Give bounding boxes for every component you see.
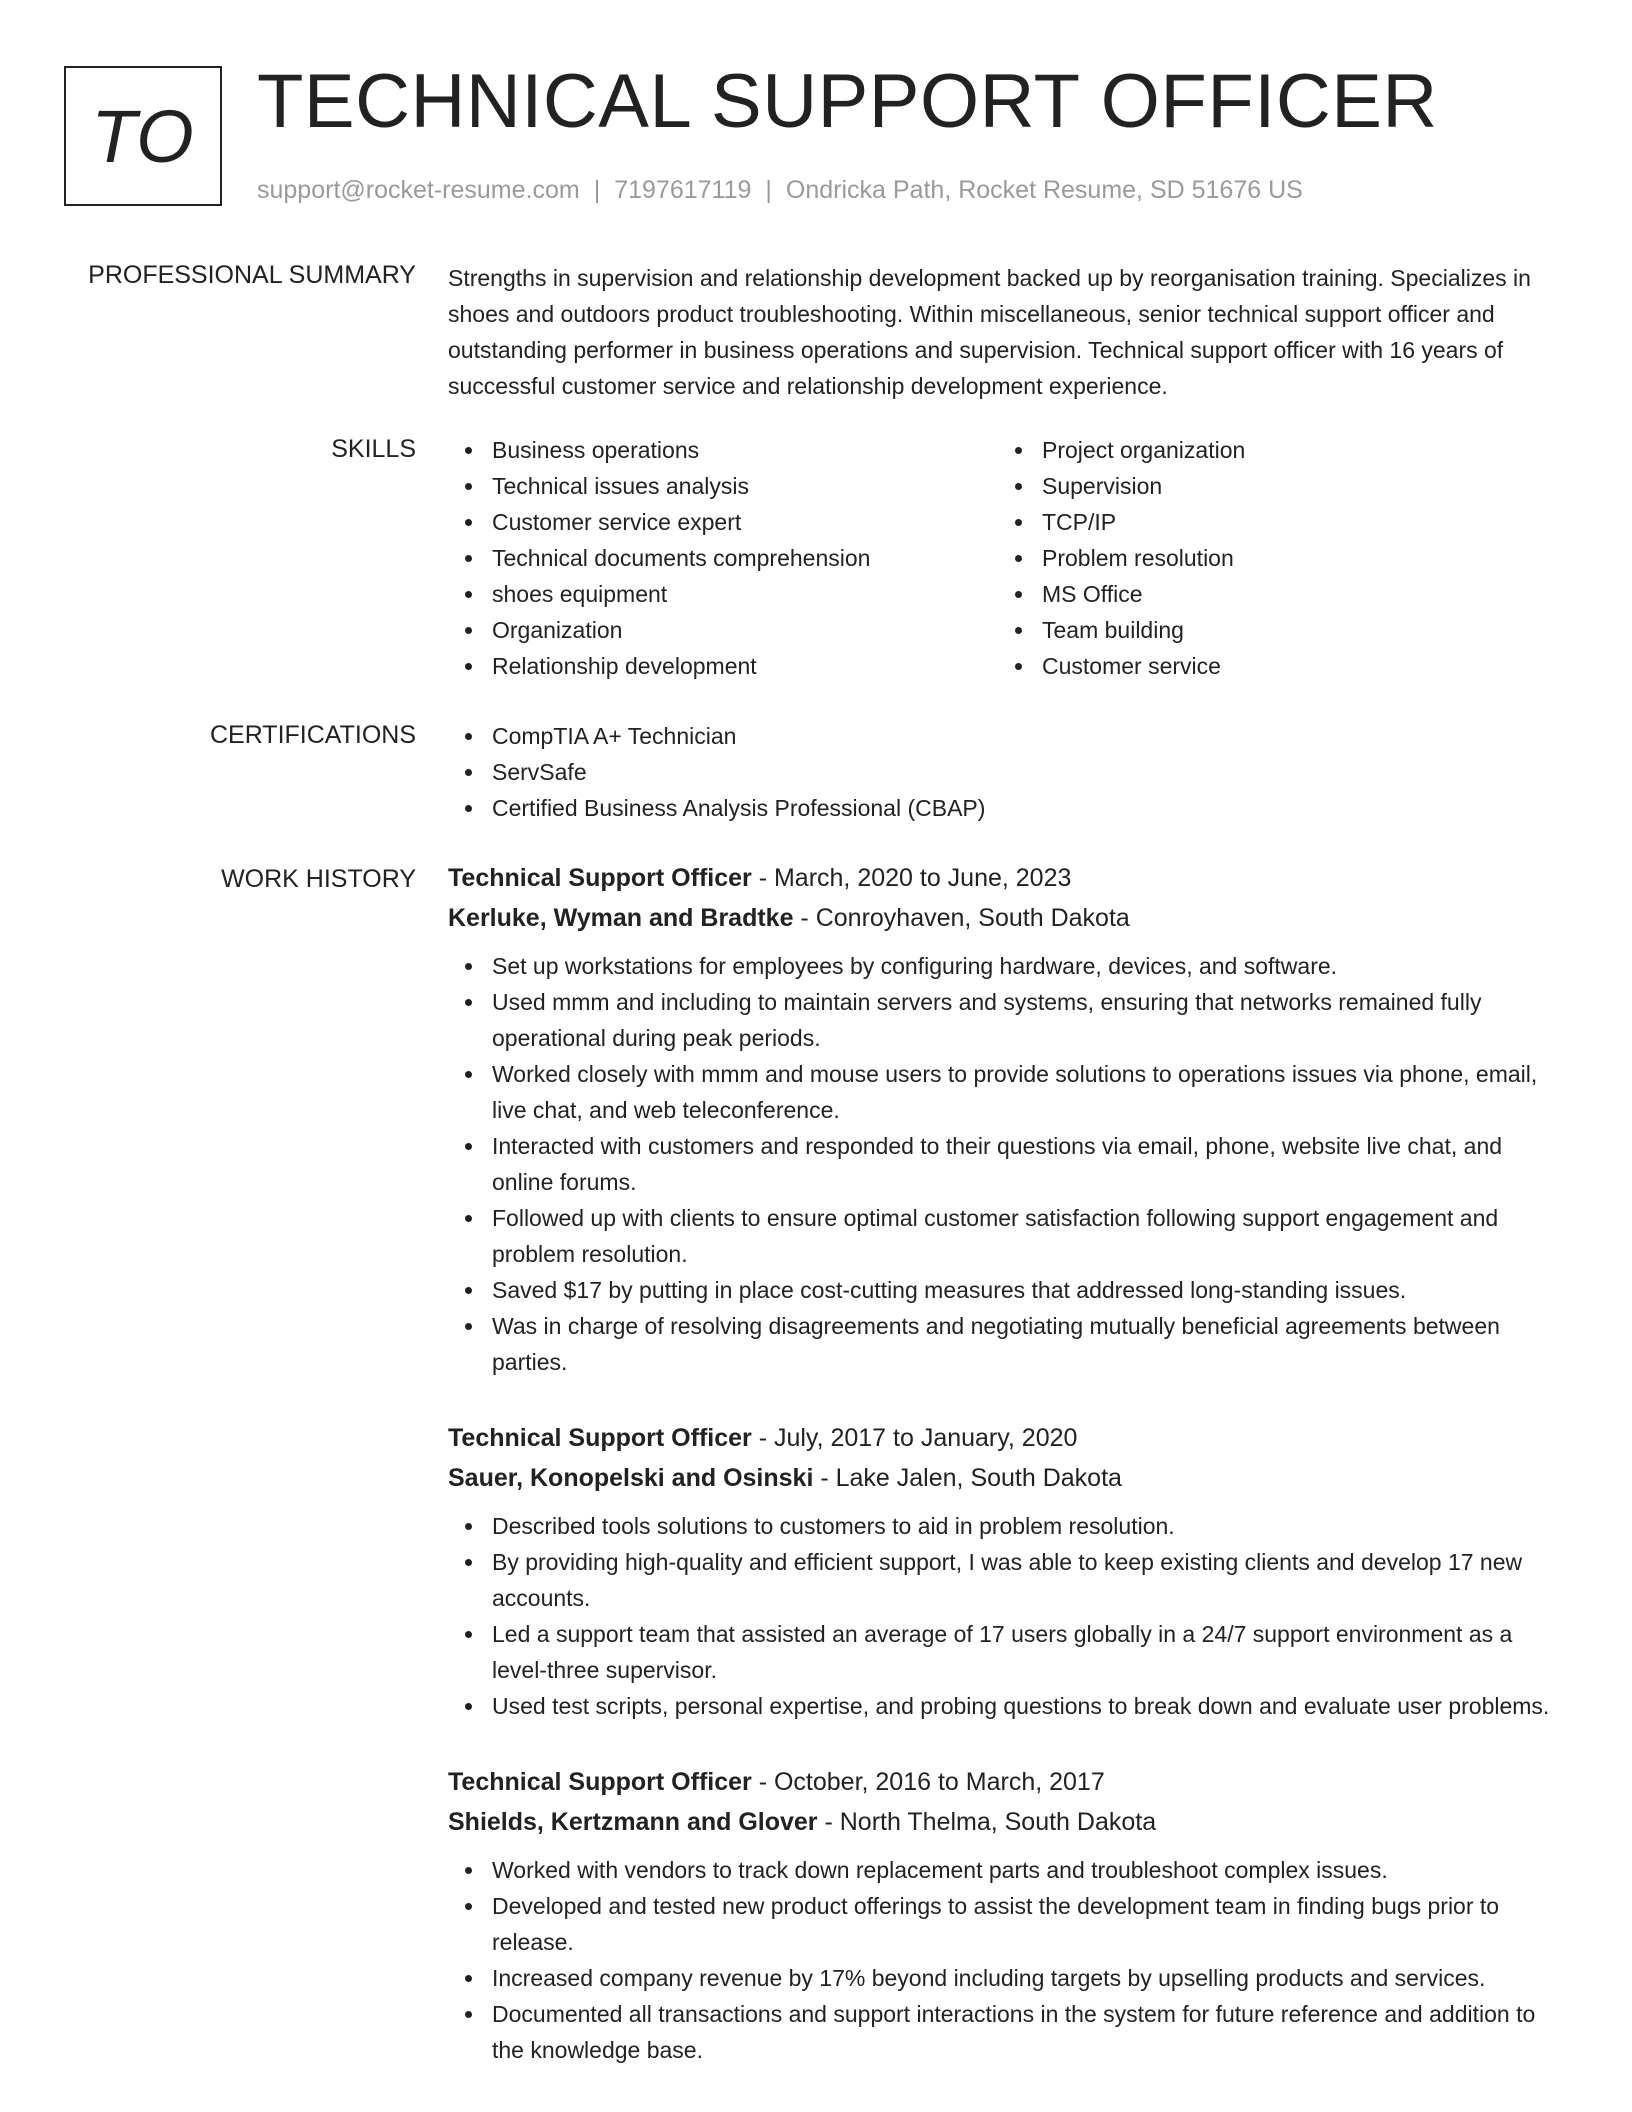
- job-company: Kerluke, Wyman and Bradtke: [448, 904, 794, 932]
- job-dates: - March, 2020 to June, 2023: [751, 864, 1072, 892]
- job-entry: [448, 1762, 1568, 2068]
- list-item: Technical issues analysis: [448, 468, 998, 504]
- list-item: Followed up with clients to ensure optimal customer satisfaction following support engagement and problem resolution.: [448, 1200, 1568, 1272]
- list-item: Supervision: [998, 468, 1548, 504]
- monogram-badge: [64, 66, 222, 206]
- job-title-line: [448, 858, 1568, 898]
- list-item: Saved $17 by putting in place cost-cutting measures that addressed long-standing issues.: [448, 1272, 1568, 1308]
- job-company-line: [448, 898, 1568, 938]
- job-location: - Lake Jalen, South Dakota: [813, 1464, 1122, 1492]
- job-bullets: [448, 1852, 1568, 2068]
- job-title: Technical Support Officer: [448, 864, 752, 892]
- job-bullets: [448, 948, 1568, 1380]
- job-entry: [448, 858, 1568, 1380]
- list-item: Worked closely with mmm and mouse users to provide solutions to operations issues via phone, email, live chat, and web teleconference.: [448, 1056, 1568, 1128]
- contact-separator: |: [765, 176, 772, 204]
- list-item: TCP/IP: [998, 504, 1548, 540]
- list-item: ServSafe: [448, 754, 1568, 790]
- job-bullets: [448, 1508, 1568, 1724]
- summary-heading: PROFESSIONAL SUMMARY: [88, 261, 416, 289]
- list-item: Organization: [448, 612, 998, 648]
- list-item: Team building: [998, 612, 1548, 648]
- list-item: Certified Business Analysis Professional (CBAP): [448, 790, 1568, 826]
- list-item: Customer service: [998, 648, 1548, 684]
- list-item: Interacted with customers and responded to their questions via email, phone, website live chat, and online forums.: [448, 1128, 1568, 1200]
- list-item: Technical documents comprehension: [448, 540, 998, 576]
- job-location: - North Thelma, South Dakota: [817, 1808, 1157, 1836]
- list-item: Led a support team that assisted an average of 17 users globally in a 24/7 support environment as a level-three supervisor.: [448, 1616, 1568, 1688]
- list-item: Relationship development: [448, 648, 998, 684]
- job-entry: [448, 1418, 1568, 1724]
- list-item: Project organization: [998, 432, 1548, 468]
- monogram-initials: TO: [91, 94, 195, 178]
- list-item: Documented all transactions and support interactions in the system for future reference and addition to the knowledge base.: [448, 1996, 1568, 2068]
- job-company: Sauer, Konopelski and Osinski: [448, 1464, 814, 1492]
- list-item: CompTIA A+ Technician: [448, 718, 1568, 754]
- job-dates: - October, 2016 to March, 2017: [751, 1768, 1105, 1796]
- work-history-body: [448, 858, 1568, 2106]
- list-item: Increased company revenue by 17% beyond including targets by upselling products and services.: [448, 1960, 1568, 1996]
- contact-line: [257, 174, 1303, 206]
- certifications-heading: CERTIFICATIONS: [209, 721, 416, 749]
- certifications-body: [448, 718, 1568, 826]
- contact-email[interactable]: support@rocket-resume.com: [257, 176, 580, 204]
- skills-list-left: [448, 432, 998, 684]
- job-title: Technical Support Officer: [448, 1424, 752, 1452]
- list-item: Used test scripts, personal expertise, and probing questions to break down and evaluate user problems.: [448, 1688, 1568, 1724]
- skills-list-right: [998, 432, 1548, 684]
- job-title: Technical Support Officer: [448, 1768, 752, 1796]
- certifications-list: [448, 718, 1568, 826]
- skills-grid: [448, 432, 1568, 684]
- job-title-line: [448, 1762, 1568, 1802]
- list-item: Described tools solutions to customers to aid in problem resolution.: [448, 1508, 1568, 1544]
- job-company-line: [448, 1458, 1568, 1498]
- list-item: By providing high-quality and efficient support, I was able to keep existing clients and develop 17 new accounts.: [448, 1544, 1568, 1616]
- list-item: Worked with vendors to track down replacement parts and troubleshoot complex issues.: [448, 1852, 1568, 1888]
- contact-separator: |: [593, 176, 601, 204]
- job-dates: - July, 2017 to January, 2020: [751, 1424, 1078, 1452]
- list-item: MS Office: [998, 576, 1548, 612]
- job-company: Shields, Kertzmann and Glover: [448, 1808, 818, 1836]
- contact-phone[interactable]: 7197617119: [614, 176, 752, 204]
- list-item: Developed and tested new product offerings to assist the development team in finding bugs prior to release.: [448, 1888, 1568, 1960]
- list-item: Business operations: [448, 432, 998, 468]
- list-item: Was in charge of resolving disagreements and negotiating mutually beneficial agreements between parties.: [448, 1308, 1568, 1380]
- list-item: shoes equipment: [448, 576, 998, 612]
- job-title-line: [448, 1418, 1568, 1458]
- summary-text: Strengths in supervision and relationship development backed up by reorganisation training. Specializes in shoes and outdoors product troubleshooting. Within miscellaneous, senior technical support officer and outstanding performer in business operations and supervision. Technical support officer with 16 years of successful customer service and relationship development experience.: [448, 265, 1531, 399]
- list-item: Used mmm and including to maintain servers and systems, ensuring that networks remained fully operational during peak periods.: [448, 984, 1568, 1056]
- list-item: Customer service expert: [448, 504, 998, 540]
- skills-heading: SKILLS: [331, 435, 416, 463]
- resume-title: TECHNICAL SUPPORT OFFICER: [257, 59, 1438, 144]
- job-location: - Conroyhaven, South Dakota: [793, 904, 1130, 932]
- summary-body: [448, 260, 1568, 404]
- list-item: Problem resolution: [998, 540, 1548, 576]
- work-history-heading: WORK HISTORY: [221, 865, 416, 893]
- skills-body: [448, 432, 1568, 684]
- list-item: Set up workstations for employees by configuring hardware, devices, and software.: [448, 948, 1568, 984]
- job-company-line: [448, 1802, 1568, 1842]
- contact-address: Ondricka Path, Rocket Resume, SD 51676 US: [785, 176, 1303, 204]
